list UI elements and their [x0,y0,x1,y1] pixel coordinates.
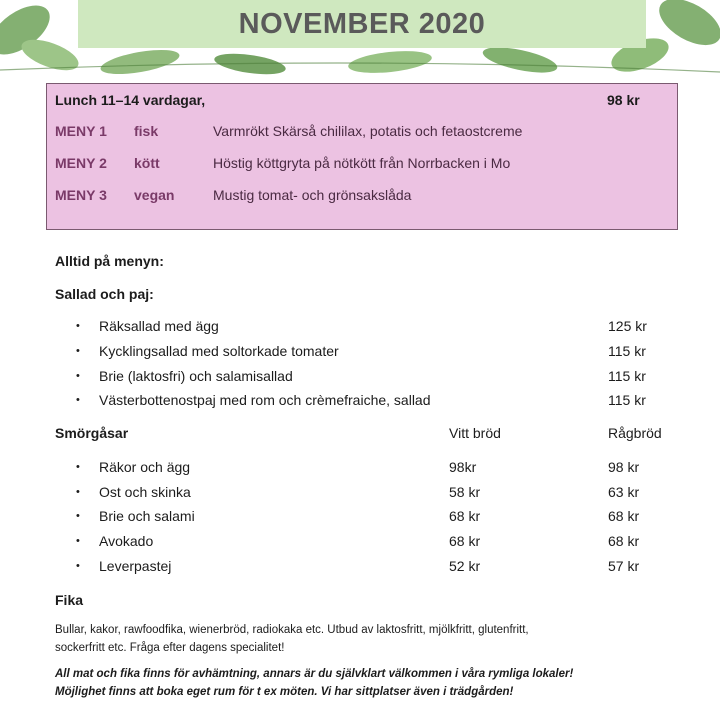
column-header-rye: Rågbröd [608,425,662,441]
menu-dish: Mustig tomat- och grönsakslåda [213,187,412,203]
list-item-price: 115 kr [608,368,646,384]
bullet-icon: • [76,370,80,382]
title-banner [78,0,646,48]
bullet-icon: • [76,535,80,547]
table-row-white: 52 kr [449,558,481,574]
table-row-rye: 63 kr [608,484,640,500]
table-row-name: Räkor och ägg [99,459,191,475]
menu-kind: kött [134,155,160,171]
table-row-white: 98kr [449,459,477,475]
menu-kind: vegan [134,187,175,203]
bullet-icon: • [76,394,80,406]
lunch-price: 98 kr [607,92,640,108]
list-item: Kycklingsallad med soltorkade tomater [99,343,339,359]
salads-heading: Sallad och paj: [55,286,154,302]
fika-text-line1: Bullar, kakor, rawfoodfika, wienerbröd, radiokaka etc. Utbud av laktosfritt, mjölkfritt, glutenfritt, [55,624,529,636]
list-item: Brie (laktosfri) och salamisallad [99,368,293,384]
notice-line2: Möjlighet finns att boka eget rum för t ex möten. Vi har sittplatser även i trädgården! [55,686,514,698]
bullet-icon: • [76,320,80,332]
list-item: Räksallad med ägg [99,318,219,334]
always-heading: Alltid på menyn: [55,253,164,269]
column-header-white: Vitt bröd [449,425,501,441]
bullet-icon: • [76,461,80,473]
fika-text-line2: sockerfritt etc. Fråga efter dagens specialitet! [55,642,285,654]
table-row-rye: 68 kr [608,508,640,524]
notice-line1: All mat och fika finns för avhämtning, annars är du självklart välkommen i våra rymliga lokaler! [55,668,574,680]
menu-label: MENY 3 [55,187,107,203]
menu-dish: Varmrökt Skärså chililax, potatis och fetaostcreme [213,123,523,139]
table-row-name: Brie och salami [99,508,195,524]
table-row-name: Leverpastej [99,558,172,574]
table-row-rye: 57 kr [608,558,640,574]
menu-label: MENY 1 [55,123,107,139]
bullet-icon: • [76,510,80,522]
list-item: Västerbottenostpaj med rom och crèmefraiche, sallad [99,392,431,408]
bullet-icon: • [76,345,80,357]
list-item-price: 125 kr [608,318,647,334]
table-row-white: 68 kr [449,508,481,524]
bullet-icon: • [76,560,80,572]
table-row-white: 58 kr [449,484,481,500]
page-title: NOVEMBER 2020 [238,7,486,40]
menu-dish: Höstig köttgryta på nötkött från Norrbacken i Mo [213,155,511,171]
table-row-white: 68 kr [449,533,481,549]
table-row-name: Avokado [99,533,154,549]
list-item-price: 115 kr [608,343,646,359]
lunch-box [46,83,678,230]
table-row-rye: 68 kr [608,533,640,549]
bullet-icon: • [76,486,80,498]
menu-kind: fisk [134,123,159,139]
lunch-heading: Lunch 11–14 vardagar, [55,92,206,108]
sandwich-heading: Smörgåsar [55,425,129,441]
table-row-name: Ost och skinka [99,484,191,500]
fika-heading: Fika [55,592,84,608]
table-row-rye: 98 kr [608,459,640,475]
menu-label: MENY 2 [55,155,107,171]
list-item-price: 115 kr [608,392,646,408]
